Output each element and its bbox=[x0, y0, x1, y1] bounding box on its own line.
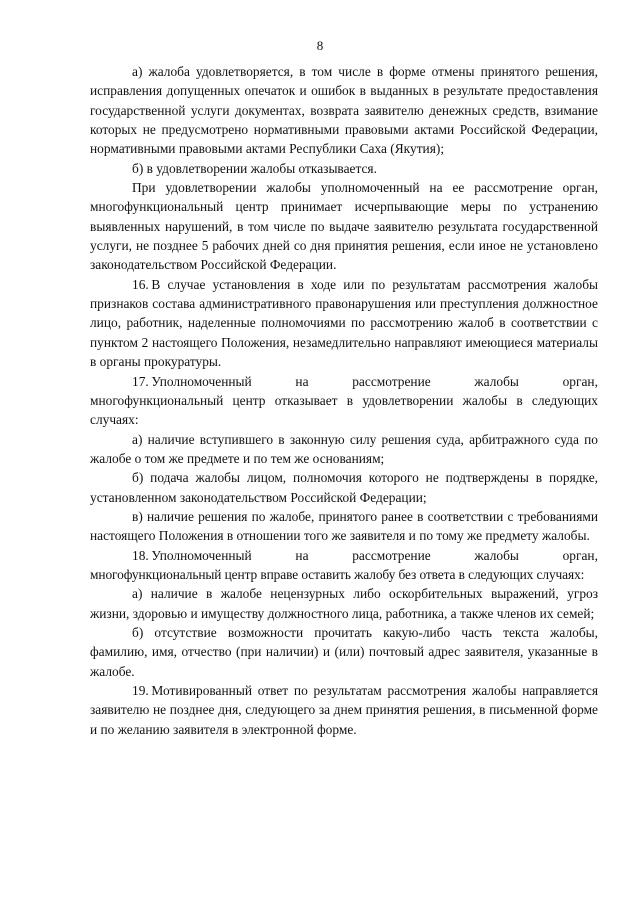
paragraph-text: В случае установления в ходе или по результатам рассмотрения жалобы признаков состава административного правонарушения или преступления должностное лицо, работник, наделенные полномочиями по рассмотрению жалоб в соответствии с пунктом 2 настоящего Положения, незамедлительно направляют имеющиеся материалы в органы прокуратуры. bbox=[90, 276, 598, 370]
item-number: 16. bbox=[132, 276, 149, 292]
paragraph-no-answer-b: б) отсутствие возможности прочитать какую-либо часть текста жалобы, фамилию, имя, отчество (при наличии) и (или) почтовый адрес заявителя, указанные в жалобе. bbox=[90, 624, 598, 679]
paragraph-lead-word: орган, bbox=[562, 373, 598, 389]
paragraph-17 bbox=[90, 372, 598, 430]
paragraph-text: многофункциональный центр отказывает в удовлетворении жалобы в следующих случаях: bbox=[90, 392, 598, 428]
paragraph-satisfaction-measures: При удовлетворении жалобы уполномоченный на ее рассмотрение орган, многофункциональный центр принимает исчерпывающие меры по устранению выявленных нарушений, в том числе по выдаче заявителю результата государственной услуги, не позднее 5 рабочих дней со дня принятия решения, если иное не установлено законодательством Российской Федерации. bbox=[90, 180, 598, 273]
paragraph-refusal-b: б) подача жалобы лицом, полномочия которого не подтверждены в порядке, установленном законодательством Российской Федерации; bbox=[90, 470, 598, 505]
paragraph-no-answer-a: а) наличие в жалобе нецензурных либо оскорбительных выражений, угроз жизни, здоровью и имуществу должностного лица, работника, а также членов их семей; bbox=[90, 586, 598, 621]
paragraph-lead-word: рассмотрение bbox=[352, 547, 431, 563]
paragraph-lead-word: на bbox=[295, 373, 309, 389]
page-number: 8 bbox=[316, 38, 324, 53]
item-number: 19. bbox=[132, 683, 149, 698]
paragraph-lead-word: орган, bbox=[562, 547, 598, 563]
paragraph-text: многофункциональный центр вправе оставить жалобу без ответа в следующих случаях: bbox=[90, 566, 585, 582]
paragraph-lead-word: жалобы bbox=[474, 373, 519, 389]
paragraph-lead-word: жалобы bbox=[474, 547, 519, 563]
paragraph-refusal-a: а) наличие вступившего в законную силу решения суда, арбитражного суда по жалобе о том же предмете и по тем же основаниям; bbox=[90, 431, 598, 466]
item-number: 17. bbox=[132, 373, 149, 389]
paragraph-text: Мотивированный ответ по результатам рассмотрения жалобы направляется заявителю не позднее дня, следующего за днем принятия решения, в письменной форме и по желанию заявителя в электронной форме. bbox=[90, 683, 598, 737]
paragraph-first-line bbox=[90, 546, 598, 565]
paragraph-decision-b: б) в удовлетворении жалобы отказывается. bbox=[132, 160, 377, 176]
paragraph-16 bbox=[90, 275, 598, 372]
paragraph-lead-word: 17. Уполномоченный bbox=[132, 373, 252, 389]
paragraph-decision-a: а) жалоба удовлетворяется, в том числе в форме отмены принятого решения, исправления допущенных опечаток и ошибок в выданных в результате предоставления государственной услуги документах, возврата заявителю денежных средств, взимание которых не предусмотрено нормативными правовыми актами Российской Федерации, нормативными правовыми актами Республики Саха (Якутия); bbox=[90, 64, 598, 157]
item-number: 18. bbox=[132, 547, 149, 563]
paragraph-refusal-c: в) наличие решения по жалобе, принятого ранее в соответствии с требованиями настоящего Положения в отношении того же заявителя и по тому же предмету жалобы. bbox=[90, 508, 598, 544]
paragraph-lead-word: рассмотрение bbox=[352, 373, 431, 389]
paragraph-18 bbox=[90, 546, 598, 585]
paragraph-lead-word: 18. Уполномоченный bbox=[132, 547, 252, 563]
paragraph-first-line bbox=[90, 372, 598, 391]
paragraph-lead-word: на bbox=[295, 547, 309, 563]
paragraph-19 bbox=[90, 681, 598, 739]
document-body bbox=[90, 62, 598, 739]
